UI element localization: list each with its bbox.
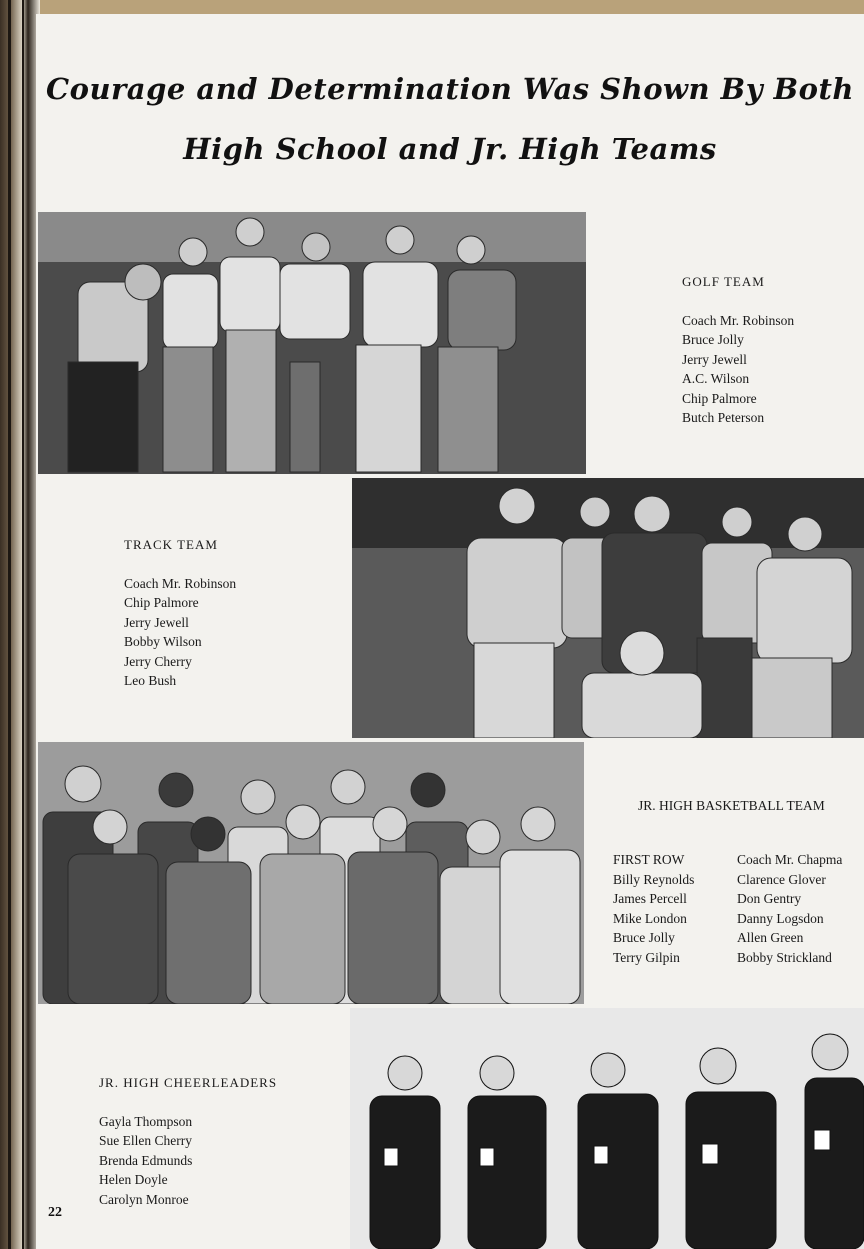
roster-name: Chip Palmore [124,595,199,610]
track-team-heading: TRACK TEAM [124,537,218,552]
book-spine [0,0,40,1249]
roster-name: James Percell [613,891,687,906]
roster-name: Bruce Jolly [613,930,675,945]
roster-name: Billy Reynolds [613,871,695,887]
roster-name: Terry Gilpin [613,949,680,965]
roster-name: Leo Bush [124,673,177,688]
track-team-photo [352,478,864,738]
track-team-caption [124,535,236,691]
page-title-line-1: Courage and Determination Was Shown By Both [46,72,854,106]
roster-name: Coach Mr. Robinson [682,312,795,328]
golf-team-photo [38,212,586,474]
golf-team-caption [682,272,794,428]
cheerleaders-roster [99,1112,277,1210]
binding-line [8,0,11,1249]
basketball-roster-column-2 [737,850,842,967]
basketball-roster-column-1 [613,850,694,967]
roster-name: Bobby Strickland [737,949,832,965]
roster-name: Chip Palmore [682,390,757,406]
basketball-team-photo [38,742,584,1004]
roster-name: Jerry Jewell [682,351,747,367]
roster-name: Danny Logsdon [737,910,824,926]
page-title-line-2: High School and Jr. High Teams [183,132,717,166]
roster-name: Bruce Jolly [682,332,744,347]
track-team-roster [124,574,236,691]
roster-name: Gayla Thompson [99,1113,193,1129]
cheerleaders-photo [350,1008,864,1249]
roster-name: Jerry Jewell [124,614,189,630]
golf-team-roster [682,311,794,428]
roster-name: Helen Doyle [99,1172,168,1187]
roster-name: Jerry Cherry [124,653,192,669]
roster-name: Clarence Glover [737,871,826,887]
roster-name: Don Gentry [737,891,802,906]
roster-name: Allen Green [737,930,804,945]
page-number: 22 [48,1205,62,1220]
basketball-team-heading: JR. HIGH BASKETBALL TEAM [638,798,825,813]
golf-team-heading: GOLF TEAM [682,274,765,289]
roster-name: Butch Peterson [682,410,765,425]
roster-name: Carolyn Monroe [99,1191,189,1207]
roster-name: Bobby Wilson [124,634,202,649]
roster-name: Brenda Edmunds [99,1152,193,1168]
cheerleaders-heading: JR. HIGH CHEERLEADERS [99,1075,278,1090]
roster-name: Sue Ellen Cherry [99,1133,192,1148]
roster-row-label: FIRST ROW [613,852,685,867]
roster-name: Coach Mr. Chapma [737,852,843,867]
cheerleaders-caption [99,1073,277,1209]
roster-name: Mike London [613,910,687,926]
roster-name: A.C. Wilson [682,371,750,386]
yearbook-page [36,14,864,1249]
roster-name: Coach Mr. Robinson [124,575,237,591]
binding-line [22,0,24,1249]
